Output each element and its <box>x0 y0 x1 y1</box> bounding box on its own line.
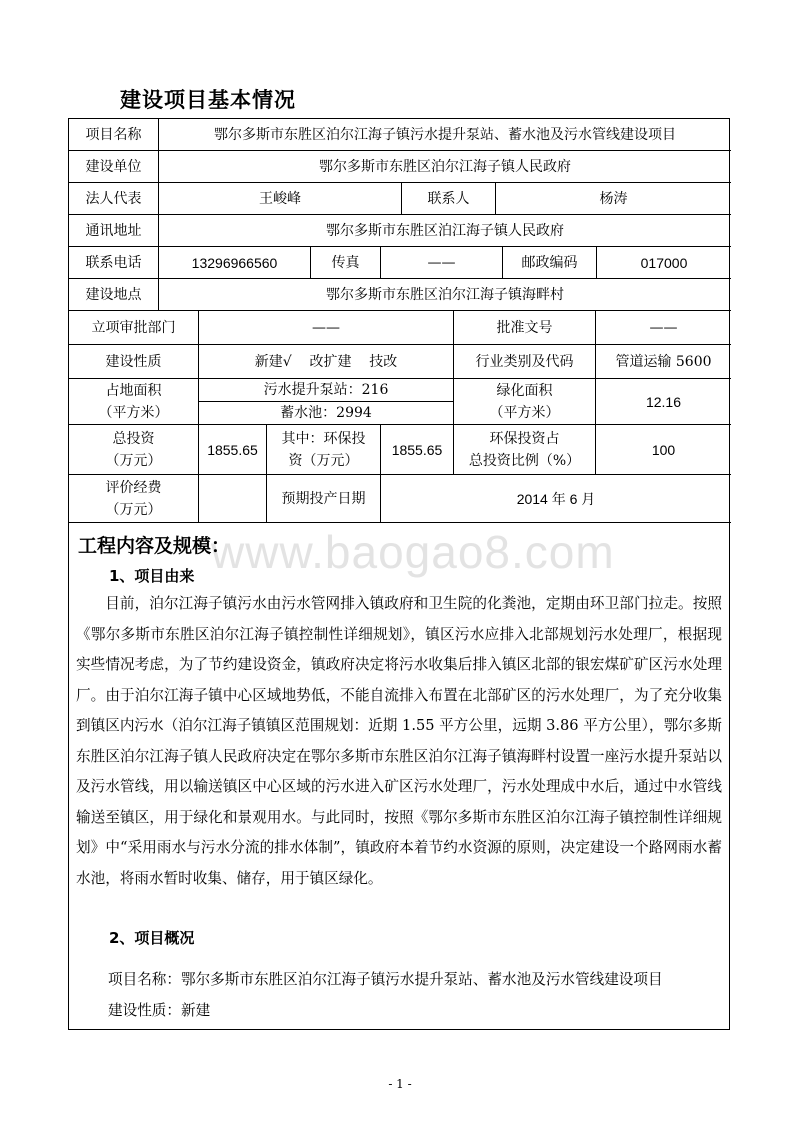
green-label-line2: （平方米） <box>489 404 560 421</box>
green-value: 12.16 <box>596 379 731 425</box>
env-ratio-value: 100 <box>596 425 731 475</box>
invest-label-line1: 总投资 <box>112 430 155 447</box>
env-invest-label <box>267 425 381 475</box>
area-label <box>69 379 199 425</box>
legal-rep-label: 法人代表 <box>69 183 159 215</box>
invest-label <box>69 425 199 475</box>
industry-label: 行业类别及代码 <box>454 345 596 379</box>
fax-value: —— <box>381 247 503 279</box>
postcode-label: 邮政编码 <box>503 247 597 279</box>
section-title: 工程内容及规模： <box>78 535 231 557</box>
env-ratio-label-line2: 总投资比例（%） <box>468 452 581 469</box>
invest-label-line2: （万元） <box>105 452 162 469</box>
page-title: 建设项目基本情况 <box>120 88 296 112</box>
industry-value: 管道运输 5600 <box>596 345 731 379</box>
env-invest-label-line1: 其中：环保投 <box>281 430 366 447</box>
approval-no-value: —— <box>596 311 731 345</box>
site-value: 鄂尔多斯市东胜区泊尔江海子镇海畔村 <box>159 279 731 311</box>
postcode-value: 017000 <box>597 247 731 279</box>
paragraph-project-origin: 目前，泊尔江海子镇污水由污水管网排入镇政府和卫生院的化粪池，定期由环卫部门拉走。按照《鄂尔多斯市东胜区泊尔江海子镇控制性详细规划》，镇区污水应排入北部规划污水处理厂，根据现实些情况考虑，为了节约建设资金，镇政府决定将污水收集后排入镇区北部的银宏煤矿矿区污水处理厂。由于泊尔江海子镇中心区域地势低，不能自流排入布置在北部矿区的污水处理厂，为了充分收集到镇区内污水（泊尔江海子镇镇区范围规划：近期 1.55 平方公里，远期 3.86 平方公里），鄂尔多斯东胜区泊尔江海子镇人民政府决定在鄂尔多斯市东胜区泊尔江海子镇海畔村设置一座污水提升泵站以及污水管线，用以输送镇区中心区域的污水进入矿区污水处理厂，污水处理成中水后，通过中水管线输送至镇区，用于绿化和景观用水。与此同时，按照《鄂尔多斯市东胜区泊尔江海子镇控制性详细规划》中“采用雨水与污水分流的排水体制”，镇政府本着节约水资源的原则，决定建设一个路网雨水蓄水池，将雨水暂时收集、储存，用于镇区绿化。 <box>76 595 722 887</box>
nature-label: 建设性质 <box>69 345 199 379</box>
env-invest-value: 1855.65 <box>381 425 454 475</box>
site-label: 建设地点 <box>69 279 159 311</box>
start-date-value: 2014 年 6 月 <box>381 475 731 523</box>
eval-fee-label <box>69 475 199 523</box>
area-label-line2: （平方米） <box>98 404 169 421</box>
address-label: 通讯地址 <box>69 215 159 247</box>
area-label-line1: 占地面积 <box>105 382 162 399</box>
page-number: - 1 - <box>388 1077 412 1091</box>
project-name-value: 鄂尔多斯市东胜区泊尔江海子镇污水提升泵站、蓄水池及污水管线建设项目 <box>159 119 731 151</box>
approval-no-label: 批准文号 <box>454 311 596 345</box>
start-date-label: 预期投产日期 <box>267 475 381 523</box>
watermark: www.baogao8.com <box>211 526 615 578</box>
approval-dept-value: —— <box>199 311 454 345</box>
env-ratio-label-line1: 环保投资占 <box>489 430 560 447</box>
eval-fee-value <box>199 475 267 523</box>
subsection-1-title: 1、项目由来 <box>109 567 195 585</box>
legal-rep-value: 王峻峰 <box>159 183 402 215</box>
subsection-2-title: 2、项目概况 <box>109 929 195 947</box>
env-ratio-label <box>454 425 596 475</box>
info-table <box>68 118 730 1030</box>
fax-label: 传真 <box>311 247 381 279</box>
approval-dept-label: 立项审批部门 <box>69 311 199 345</box>
overview-project-name: 项目名称：鄂尔多斯市东胜区泊尔江海子镇污水提升泵站、蓄水池及污水管线建设项目 <box>108 971 663 988</box>
invest-value: 1855.65 <box>199 425 267 475</box>
green-label <box>454 379 596 425</box>
unit-label: 建设单位 <box>69 151 159 183</box>
eval-fee-label-line2: （万元） <box>105 501 162 518</box>
phone-value: 13296966560 <box>159 247 311 279</box>
phone-label: 联系电话 <box>69 247 159 279</box>
address-value: 鄂尔多斯市东胜区泊江海子镇人民政府 <box>159 215 731 247</box>
area-pump-value: 污水提升泵站：216 <box>199 379 454 402</box>
project-name-label: 项目名称 <box>69 119 159 151</box>
area-pool-value: 蓄水池：2994 <box>199 402 454 425</box>
contact-value: 杨涛 <box>496 183 731 215</box>
contact-label: 联系人 <box>402 183 496 215</box>
eval-fee-label-line1: 评价经费 <box>105 479 162 496</box>
green-label-line1: 绿化面积 <box>496 382 553 399</box>
unit-value: 鄂尔多斯市东胜区泊尔江海子镇人民政府 <box>159 151 731 183</box>
env-invest-label-line2: 资（万元） <box>288 452 359 469</box>
nature-value: 新建√ 改扩建 技改 <box>199 345 454 379</box>
overview-nature: 建设性质：新建 <box>108 1002 211 1019</box>
